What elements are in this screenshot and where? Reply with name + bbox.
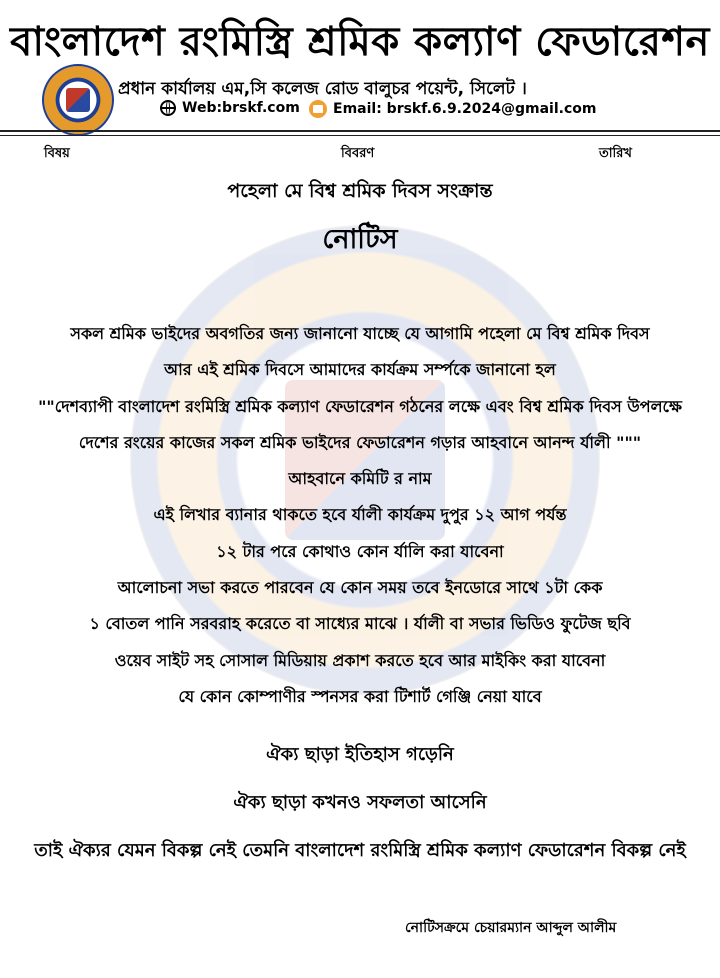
body-line: ""দেশব্যাপী বাংলাদেশ রংমিস্ত্রি শ্রমিক কল্যাণ ফেডারেশন গঠনের লক্ষে এবং বিশ্ব শ্রমিক দিবস উপলক্ষে <box>38 396 682 416</box>
body-line: আর এই শ্রমিক দিবসে আমাদের কার্যক্রম সর্ম্পকে জানানো হল <box>164 360 556 380</box>
body-line: ১২ টার পরে কোথাও কোন র্যালি করা যাবেনা <box>216 541 504 561</box>
body-line: ওয়েব সাইট সহ সোসাল মিডিয়ায় প্রকাশ করতে হবে আর মাইকিং করা যাবেনা <box>114 650 606 670</box>
body-line: এই লিখার ব্যানার থাকতে হবে র্যালী কার্যক্রম দুপুর ১২ আগ পর্যন্ত <box>153 505 567 525</box>
website-text: Web:brskf.com <box>182 100 300 116</box>
slogan-line: ঐক্য ছাড়া ইতিহাস গড়েনি <box>266 744 454 765</box>
header-divider <box>0 130 720 132</box>
subject-column-label: বিষয় <box>44 146 70 161</box>
description-column-label: বিবরণ <box>341 146 375 161</box>
body-line: দেশের রংয়ের কাজের সকল শ্রমিক ভাইদের ফেডারেশন গড়ার আহবানে আনন্দ র্যালী """ <box>78 432 642 452</box>
website-contact <box>160 100 300 116</box>
federation-logo <box>44 66 112 134</box>
notice-title: নোটিস <box>322 224 398 255</box>
federation-title: বাংলাদেশ রংমিস্ত্রি শ্রমিক কল্যাণ ফেডারেশন <box>10 19 710 65</box>
notice-body <box>0 316 720 715</box>
body-line: সকল শ্রমিক ভাইদের অবগতির জন্য জানানো যাচ্ছে যে আগামি পহেলা মে বিশ্ব শ্রমিক দিবস <box>70 324 650 343</box>
email-contact <box>309 100 596 118</box>
globe-icon <box>160 100 176 116</box>
body-line: ১ বোতল পানি সরবরাহ করেতে বা সাধ্যের মাঝে । র্যালী বা সভার ভিডিও ফুটেজ ছবি <box>89 614 631 634</box>
header-divider-thin <box>0 135 720 136</box>
body-line: আলোচনা সভা করতে পারবেন যে কোন সময় তবে ইনডোরে সাথে ১টা কেক <box>117 578 603 598</box>
slogan-line: তাই ঐক্যর যেমন বিকল্প নেই তেমনি বাংলাদেশ রংমিস্ত্রি শ্রমিক কল্যাণ ফেডারেশন বিকল্প নেই <box>34 840 686 861</box>
body-line: আহবানে কমিটি র নাম <box>288 469 432 489</box>
date-column-label: তারিখ <box>599 146 632 161</box>
mail-icon <box>309 100 327 118</box>
head-office-address: প্রধান কার্যালয় এম,সি কলেজ রোড বালুচর পয়েন্ট, সিলেট । <box>118 79 527 99</box>
notice-subject: পহেলা মে বিশ্ব শ্রমিক দিবস সংক্রান্ত <box>227 180 493 202</box>
body-line: যে কোন কোম্পাণীর স্পনসর করা টিশার্ট গেঞ্জি নেয়া যাবে <box>178 686 542 706</box>
email-text: Email: brskf.6.9.2024@gmail.com <box>333 101 597 117</box>
slogan-line: ঐক্য ছাড়া কখনও সফলতা আসেনি <box>233 792 487 813</box>
notice-signature: নোটিসক্রমে চেয়ারম্যান আব্দুল আলীম <box>405 920 617 936</box>
